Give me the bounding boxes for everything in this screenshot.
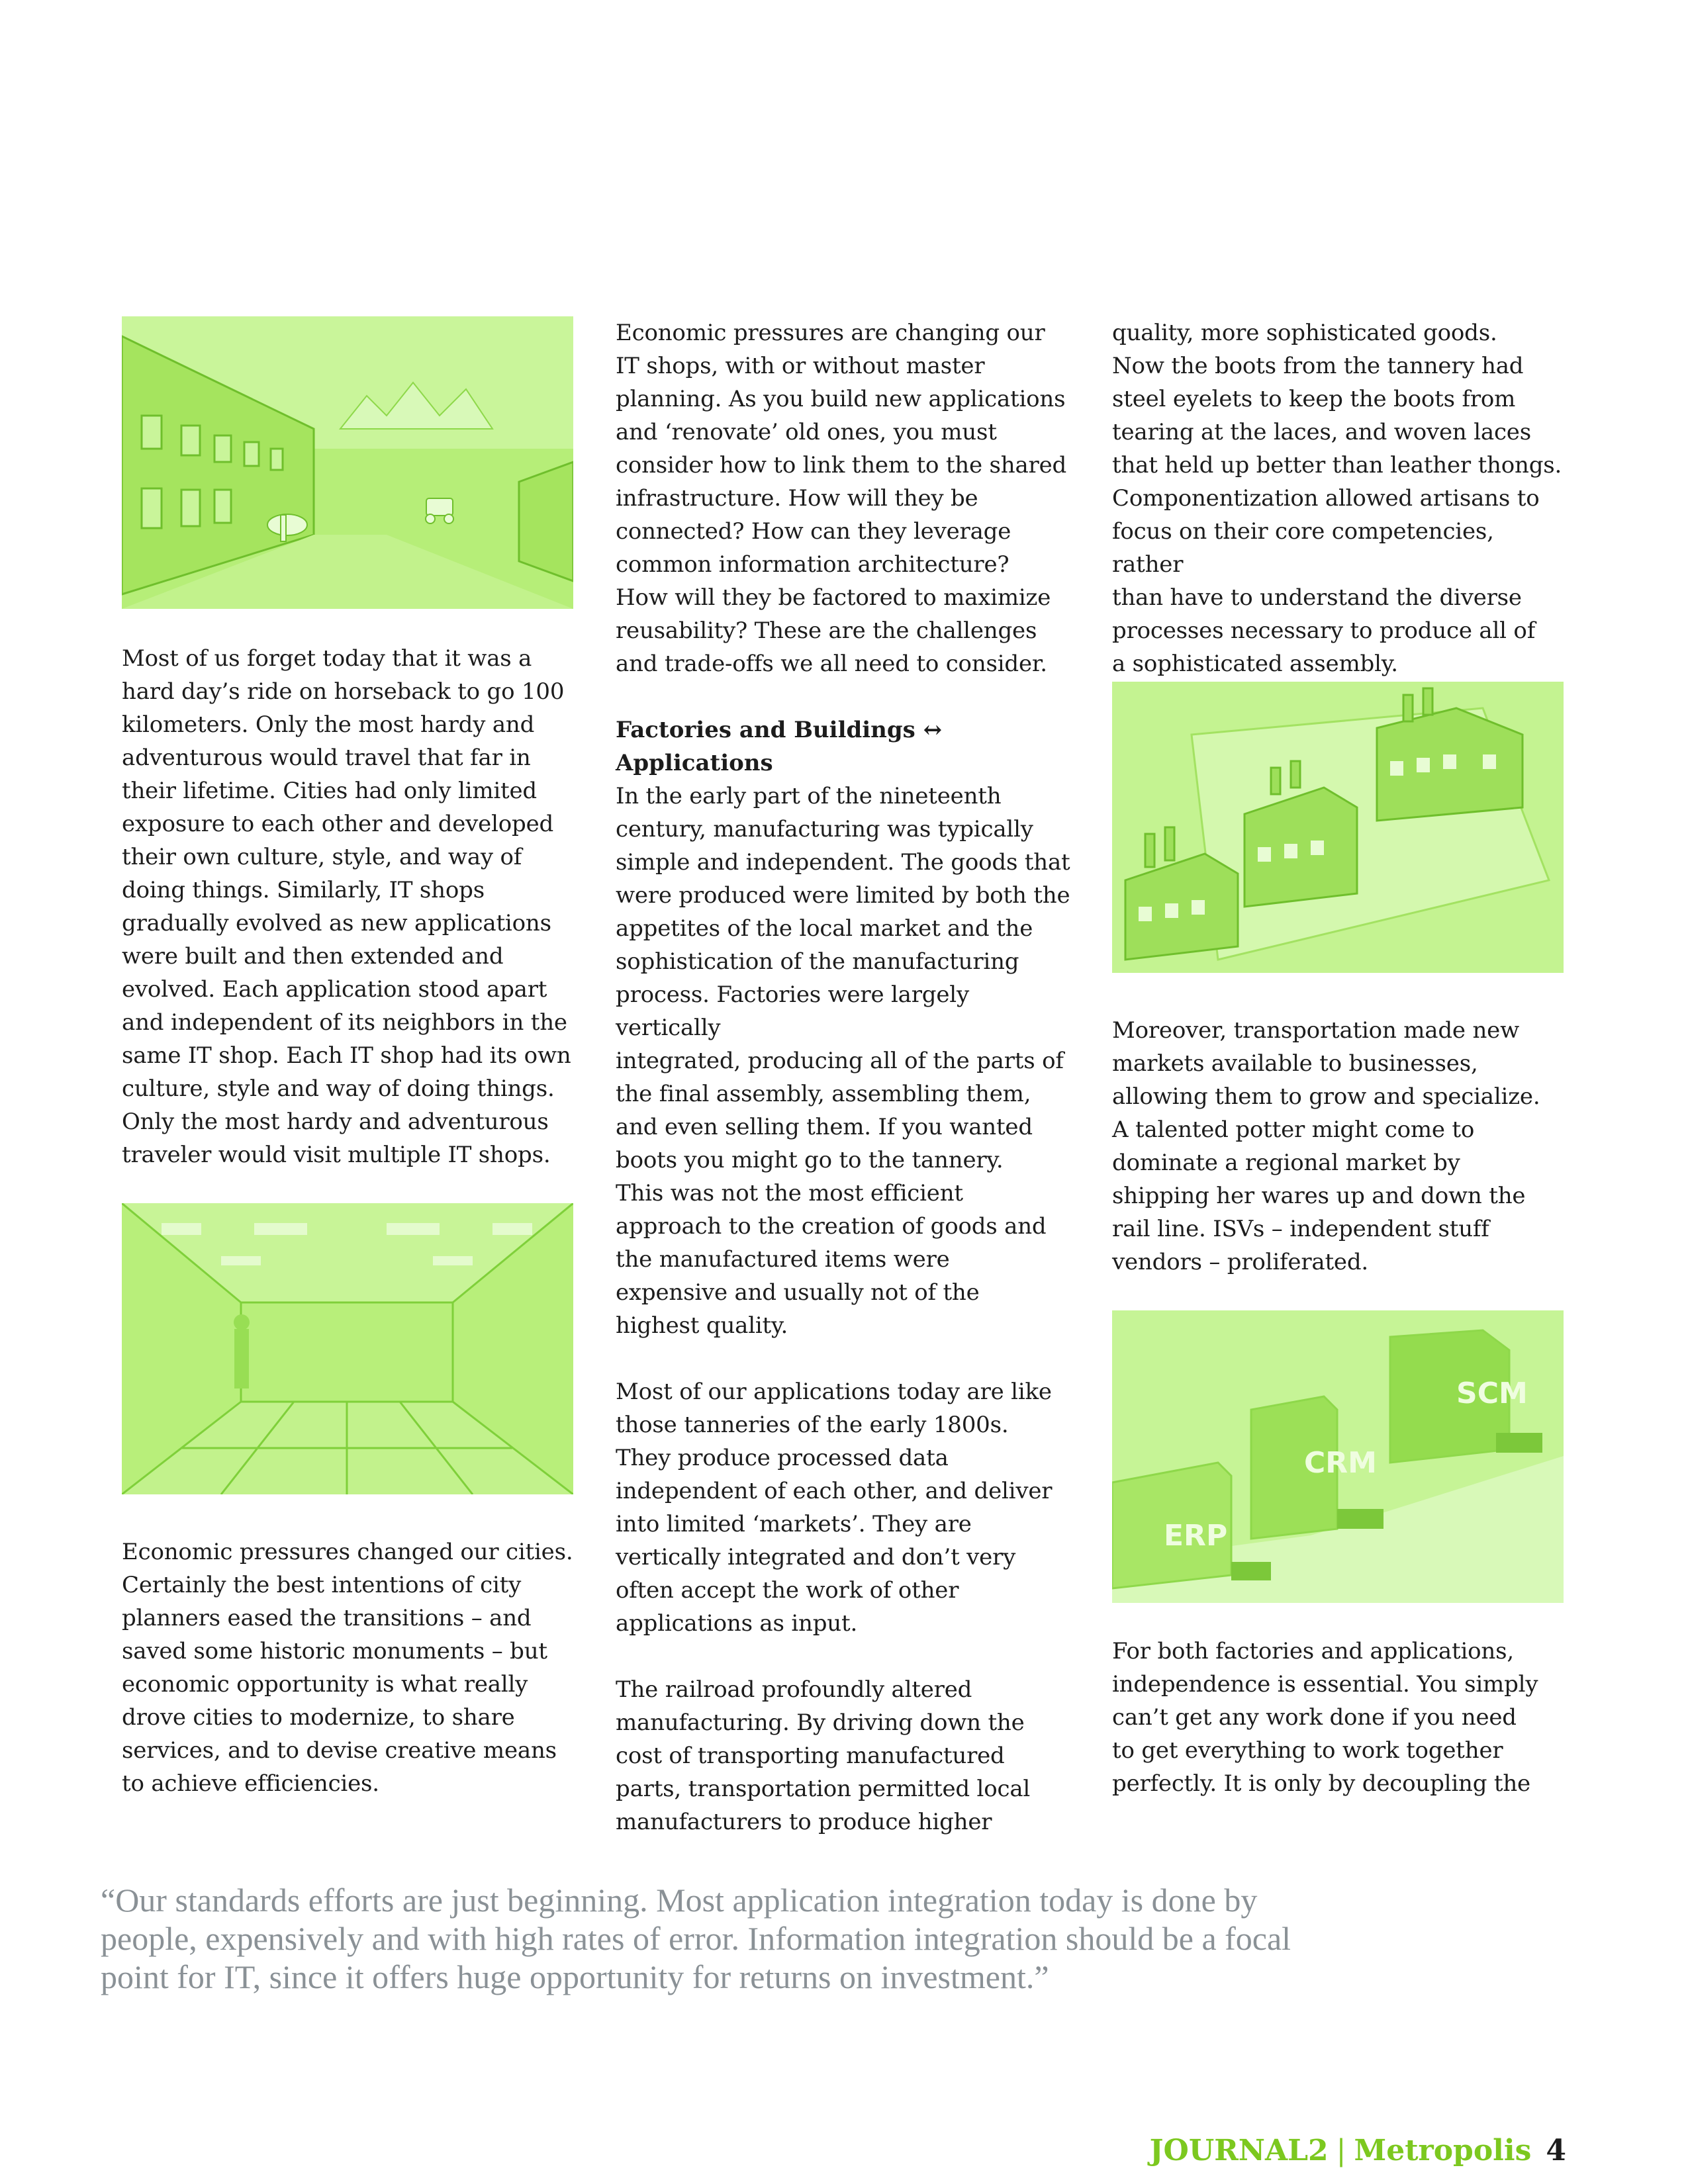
pull-quote: “Our standards efforts are just beginning. Most application integration today is done by people, expensively and with high rates of error. Information integration should be a focal point for IT, since it offers huge opportunity for returns on investment.” (101, 1882, 1291, 1995)
crm-label: CRM (1304, 1446, 1377, 1480)
footer-separator: | (1336, 2134, 1346, 2167)
scm-label: SCM (1456, 1377, 1528, 1410)
body-text: quality, more sophisticated goods. Now the boots from the tannery had steel eyelets to keep the boots from tearing at the laces, and woven laces that held up better than leather thongs. Componentization allowed artisans to focus on their core competencies, rather than have to understand the diverse processes necessary to produce all of a sophisticated assembly. (1112, 320, 1562, 677)
section-heading: Factories and Buildings ↔ Applications (616, 717, 943, 776)
office-interior-illustration (122, 1203, 573, 1494)
body-text: The railroad profoundly altered manufacturing. By driving down the cost of transporting manufactured parts, transportation permitted local manufacturers to produce higher (616, 1676, 1031, 1835)
old-town-street-illustration (122, 316, 573, 609)
column-2 (616, 316, 1072, 1839)
body-text: For both factories and applications, independence is essential. You simply can’t get any work done if you need to get everything to work together perfectly. It is only by decoupling the (1112, 1638, 1538, 1797)
body-text: Economic pressures changed our cities. Certainly the best intentions of city planners eased the transitions – and saved some historic monuments – but economic opportunity is what really drove cities to modernize, to share services, and to devise creative means to achieve efficiencies. (122, 1539, 573, 1797)
body-text: Most of us forget today that it was a hard day’s ride on horseback to go 100 kilometers. Only the most hardy and adventurous would travel that far in their lifetime. Cities had only limited exposure to each other and developed their own culture, style, and way of doing things. Similarly, IT shops gradually evolved as new applications were built and then extended and evolved. Each application stood apart and independent of its neighbors in the same IT shop. Each IT shop had its own culture, style and way of doing things. Only the most hardy and adventurous traveler would visit multiple IT shops. (122, 645, 571, 1168)
column-1-para-2 (122, 1535, 579, 1800)
column-1-para-1 (122, 642, 579, 1171)
body-text: Most of our applications today are like those tanneries of the early 1800s. They produce processed data independent of each other, and deliver into limited ‘markets’. They are vertically integrated and don’t very often accept the work of other applications as input. (616, 1379, 1053, 1637)
factories-illustration (1112, 682, 1564, 973)
journal-name: JOURNAL2 (1149, 2134, 1329, 2167)
erp-crm-scm-illustration (1112, 1310, 1564, 1603)
page-number: 4 (1546, 2134, 1566, 2167)
erp-label: ERP (1164, 1519, 1228, 1553)
column-3-para-1 (1112, 316, 1569, 680)
page-footer (1150, 2132, 1566, 2169)
body-text: Economic pressures are changing our IT shops, with or without master planning. As you build new applications and ‘renovate’ old ones, you must consider how to link them to the shared infrastructure. How will they be connected? How can they leverage common information architecture? How will they be factored to maximize reusability? These are the challenges and trade-offs we all need to consider. (616, 320, 1067, 677)
body-text: In the early part of the nineteenth century, manufacturing was typically simple and independent. The goods that were produced were limited by both the appetites of the local market and the sophistication of the manufacturing process. Factories were largely vertically integrated, producing all of the parts of the final assembly, assembling them, and even selling them. If you wanted boots you might go to the tannery. This was not the most efficient approach to the creation of goods and the manufactured items were expensive and usually not of the highest quality. (616, 783, 1070, 1339)
section-name: Metropolis (1354, 2134, 1532, 2167)
body-text: Moreover, transportation made new markets available to businesses, allowing them to grow and specialize. A talented potter might come to dominate a regional market by shipping her wares up and down the rail line. ISVs – independent stuff vendors – proliferated. (1112, 1017, 1540, 1275)
column-3-para-2 (1112, 1014, 1569, 1279)
column-3-para-3 (1112, 1635, 1569, 1800)
